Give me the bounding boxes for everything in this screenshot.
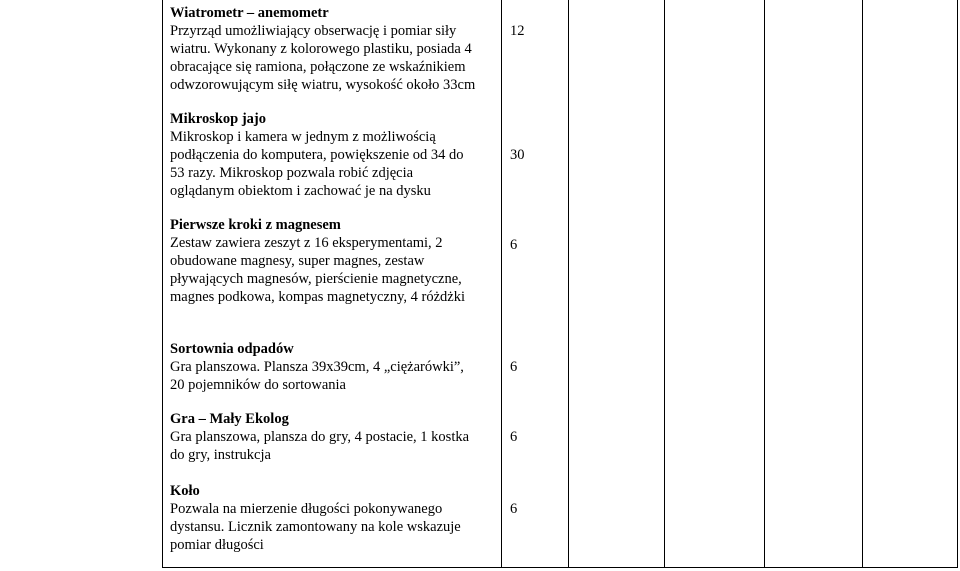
table-border-right — [957, 0, 958, 568]
item-description-cell — [170, 410, 500, 464]
item-title: Mikroskop jajo — [170, 111, 267, 127]
item-title: Gra – Mały Ekolog — [170, 411, 289, 427]
item-description-cell — [170, 340, 500, 394]
column-divider — [862, 0, 863, 568]
table-border-left — [162, 0, 163, 568]
item-title: Sortownia odpadów — [170, 341, 294, 357]
item-title: Koło — [170, 483, 200, 499]
item-quantity: 6 — [510, 237, 518, 253]
item-description: Gra planszowa. Plansza 39x39cm, 4 „ciężarówki”, 20 pojemników do sortowania — [170, 359, 464, 393]
column-divider — [664, 0, 665, 568]
item-quantity: 12 — [510, 23, 525, 39]
item-description: Pozwala na mierzenie długości pokonywanego dystansu. Licznik zamontowany na kole wskazuje pomiar długości — [170, 501, 461, 553]
item-quantity: 30 — [510, 147, 525, 163]
item-description-cell — [170, 216, 500, 306]
item-description: Gra planszowa, plansza do gry, 4 postacie, 1 kostka do gry, instrukcja — [170, 429, 470, 463]
item-quantity: 6 — [510, 429, 518, 445]
item-description-cell — [170, 4, 500, 94]
table-border-bottom — [162, 567, 958, 568]
column-divider — [764, 0, 765, 568]
item-quantity: 6 — [510, 359, 518, 375]
item-description-cell — [170, 482, 500, 554]
item-description-cell — [170, 110, 500, 200]
item-description: Mikroskop i kamera w jednym z możliwością podłączenia do komputera, powiększenie od 34 do 53 razy. Mikroskop pozwala robić zdjęcia oglądanym obiektom i zachować je na dysku — [170, 129, 464, 199]
item-title: Wiatrometr – anemometr — [170, 5, 329, 21]
item-description: Przyrząd umożliwiający obserwację i pomiar siły wiatru. Wykonany z kolorowego plastiku, posiada 4 obracające się ramiona, połączone ze wskaźnikiem odwzorowującym siłę wiatru, wysokość około 33cm — [170, 23, 476, 93]
column-divider — [501, 0, 502, 568]
item-title: Pierwsze kroki z magnesem — [170, 217, 341, 233]
product-table — [162, 0, 958, 568]
item-quantity: 6 — [510, 501, 518, 517]
column-divider — [568, 0, 569, 568]
item-description: Zestaw zawiera zeszyt z 16 eksperymentami, 2 obudowane magnesy, super magnes, zestaw pływających magnesów, pierścienie magnetyczne, magnes podkowa, kompas magnetyczny, 4 różdżki — [170, 235, 466, 305]
